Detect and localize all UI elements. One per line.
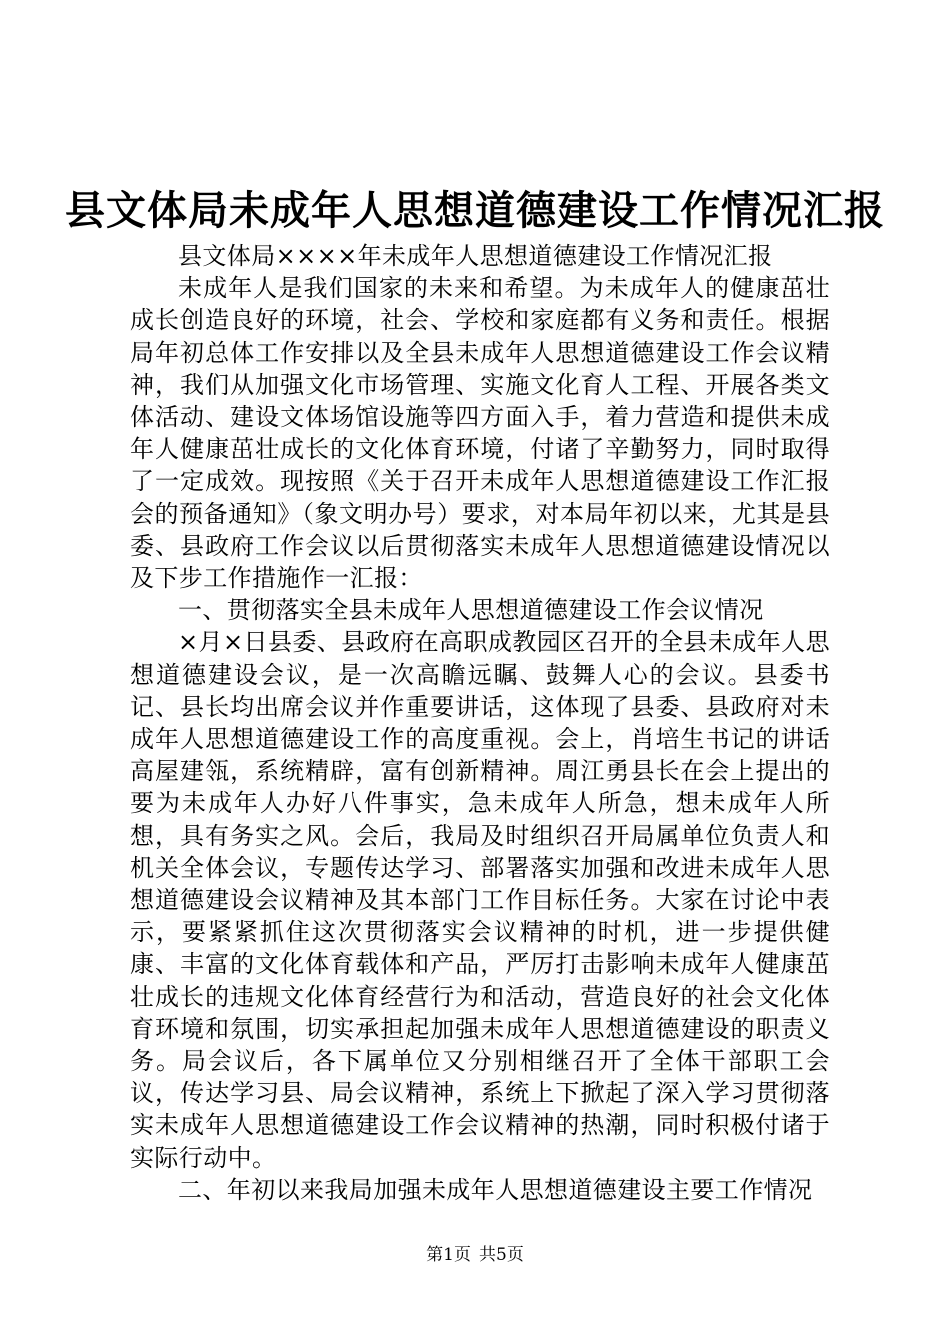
page-number: 第1页	[426, 1245, 471, 1265]
paragraph-intro: 未成年人是我们国家的未来和希望。为未成年人的健康茁壮成长创造良好的环境，社会、学校和家庭都有义务和责任。根据局年初总体工作安排以及全县未成年人思想道德建设工作会议精神，我们从加强文化市场管理、实施文化育人工程、开展各类文体活动、建设文体场馆设施等四方面入手，着力营造和提供未成年人健康茁壮成长的文化体育环境，付诸了辛勤努力，同时取得了一定成效。现按照《关于召开未成年人思想道德建设工作汇报会的预备通知》（象文明办号）要求，对本局年初以来，尤其是县委、县政府工作会议以后贯彻落实未成年人思想道德建设情况以及下步工作措施作一汇报：	[130, 274, 830, 593]
section-heading-1: 一、贯彻落实全县未成年人思想道德建设工作会议情况	[178, 596, 764, 625]
page-total: 共5页	[479, 1245, 524, 1265]
document-title: 县文体局未成年人思想道德建设工作情况汇报	[65, 187, 885, 234]
page-footer	[0, 1243, 950, 1267]
document-body	[130, 240, 830, 1206]
paragraph-subtitle: 县文体局××××年未成年人思想道德建设工作情况汇报	[178, 242, 773, 270]
section-heading-2: 二、年初以来我局加强未成年人思想道德建设主要工作情况	[178, 1175, 813, 1204]
paragraph-section-1: ×月×日县委、县政府在高职成教园区召开的全县未成年人思想道德建设会议，是一次高瞻远瞩、鼓舞人心的会议。县委书记、县长均出席会议并作重要讲话，这体现了县委、县政府对未成年人思想道德建设工作的高度重视。会上，肖培生书记的讲话高屋建瓴，系统精辟，富有创新精神。周江勇县长在会上提出的要为未成年人办好八件事实，急未成年人所急，想未成年人所想，具有务实之风。会后，我局及时组织召开局属单位负责人和机关全体会议，专题传达学习、部署落实加强和改进未成年人思想道德建设会议精神及其本部门工作目标任务。大家在讨论中表示，要紧紧抓住这次贯彻落实会议精神的时机，进一步提供健康、丰富的文化体育载体和产品，严厉打击影响未成年人健康茁壮成长的违规文化体育经营行为和活动，营造良好的社会文化体育环境和氛围，切实承担起加强未成年人思想道德建设的职责义务。局会议后，各下属单位又分别相继召开了全体干部职工会议，传达学习县、局会议精神，系统上下掀起了深入学习贯彻落实未成年人思想道德建设工作会议精神的热潮，同时积极付诸于实际行动中。	[130, 628, 830, 1172]
